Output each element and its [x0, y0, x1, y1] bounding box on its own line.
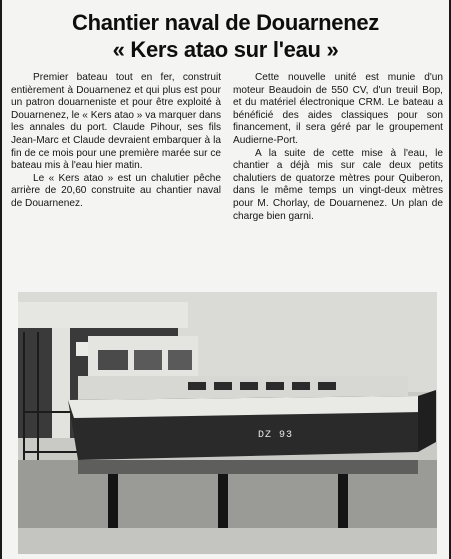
article-headline	[6, 9, 445, 63]
trawler-photo	[18, 292, 437, 554]
paragraph: Le « Kers atao » est un chalutier pêche arrière de 20,60 construite au chantier naval de Douarnenez.	[11, 172, 221, 209]
headline-line-2: « Kers atao sur l'eau »	[112, 37, 339, 62]
cradle	[78, 460, 418, 474]
paragraph: Cette nouvelle unité est munie d'un moteur Beaudoin de 550 CV, d'un treuil Bop, et du matériel électronique CRM. Le bateau a bénéficié des aides classiques pour son financement, il sera géré par le groupement Audierne-Port.	[233, 72, 443, 146]
article-column-left	[11, 72, 221, 270]
article-column-right	[233, 72, 443, 270]
wheelhouse-window	[134, 350, 162, 370]
paragraph: Premier bateau tout en fer, construit entièrement à Douarnenez et qui plus est pour un patron douarneniste et pour être exploité à Douarnenez, le « Kers atao » va marquer dans les annales du port. Claude Pihour, ses fils Jean-Marc et Claude devraient embarquer à la fin de ce mois pour une première marée sur ce bateau mis à l'eau hier matin.	[11, 72, 221, 172]
paragraph: A la suite de cette mise à l'eau, le chantier a déjà mis sur cale deux petits chalutiers de quatorze mètres pour Quiberon, dans le même temps un vingt-deux mètres pour M. Chorlay, de Douarnenez. Un plan de charge bien garni.	[233, 147, 443, 222]
shed-pillar	[52, 328, 70, 438]
hull-registration: DZ 93	[258, 430, 294, 441]
ground	[18, 528, 437, 554]
bow	[418, 390, 436, 452]
article-body	[11, 72, 443, 270]
wheelhouse-window	[98, 350, 128, 370]
wheelhouse-window	[168, 350, 192, 370]
headline-line-1: Chantier naval de Douarnenez	[71, 10, 379, 35]
shed-roof	[18, 302, 188, 328]
